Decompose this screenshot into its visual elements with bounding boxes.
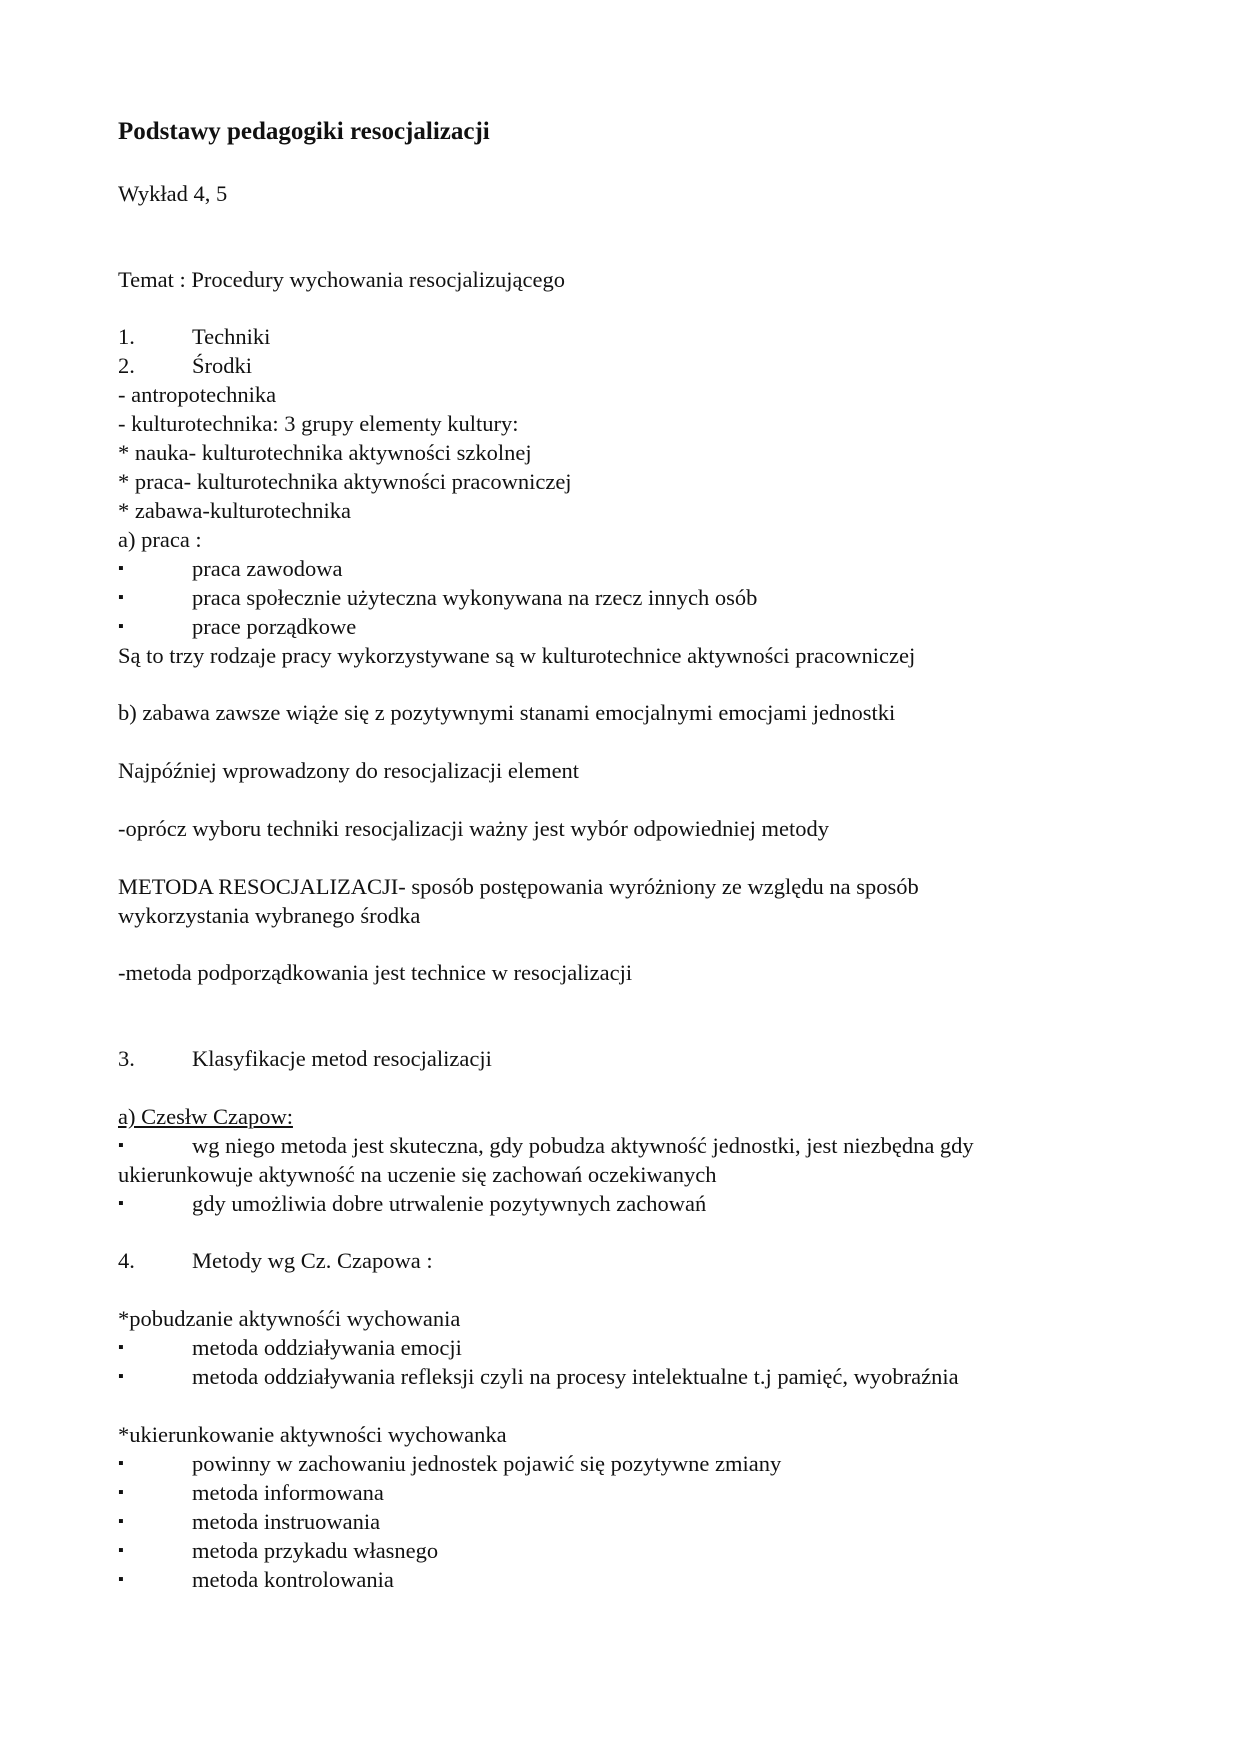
text-line: * praca- kulturotechnika aktywności pracowniczej	[118, 469, 572, 494]
bullet-icon: ▪	[118, 1137, 124, 1154]
document-title: Podstawy pedagogiki resocjalizacji	[118, 118, 490, 145]
text-line: *pobudzanie aktywnośći wychowania	[118, 1306, 461, 1331]
bullet-icon: ▪	[118, 1542, 124, 1559]
bullet-icon: ▪	[118, 589, 124, 606]
bullet-item: metoda oddziaływania refleksji czyli na procesy intelektualne t.j pamięć, wyobraźnia	[192, 1364, 959, 1389]
bullet-item: wg niego metoda jest skuteczna, gdy pobudza aktywność jednostki, jest niezbędna gdy	[192, 1133, 974, 1158]
list-number: 2.	[118, 353, 135, 378]
section-number: 4.	[118, 1248, 135, 1273]
bullet-item: praca zawodowa	[192, 556, 343, 581]
topic-line: Temat : Procedury wychowania resocjalizującego	[118, 267, 565, 292]
bullet-item: powinny w zachowaniu jednostek pojawić się pozytywne zmiany	[192, 1451, 782, 1476]
bullet-item-continuation: ukierunkowuje aktywność na uczenie się zachowań oczekiwanych	[118, 1162, 717, 1187]
bullet-icon: ▪	[118, 1571, 124, 1588]
text-line: * nauka- kulturotechnika aktywności szkolnej	[118, 440, 532, 465]
list-item-srodki: Środki	[192, 353, 253, 378]
section-heading: Klasyfikacje metod resocjalizacji	[192, 1046, 492, 1071]
text-line: *ukierunkowanie aktywności wychowanka	[118, 1422, 507, 1447]
text-line: b) zabawa zawsze wiąże się z pozytywnymi stanami emocjalnymi emocjami jednostki	[118, 700, 896, 725]
bullet-item: metoda przykadu własnego	[192, 1538, 439, 1563]
text-line: -metoda podporządkowania jest technice w resocjalizacji	[118, 960, 633, 985]
bullet-item: metoda kontrolowania	[192, 1567, 394, 1592]
subheading-underlined: a) Czesłw Czapow:	[118, 1104, 293, 1129]
bullet-item: metoda instruowania	[192, 1509, 381, 1534]
bullet-icon: ▪	[118, 1455, 124, 1472]
definition-line: wykorzystania wybranego środka	[118, 903, 421, 928]
text-line: Są to trzy rodzaje pracy wykorzystywane są w kulturotechnice aktywności pracowniczej	[118, 643, 916, 668]
text-line: a) praca :	[118, 527, 202, 552]
section-number: 3.	[118, 1046, 135, 1071]
bullet-item: metoda informowana	[192, 1480, 384, 1505]
section-heading: Metody wg Cz. Czapowa :	[192, 1248, 433, 1273]
bullet-icon: ▪	[118, 1513, 124, 1530]
bullet-item: praca społecznie użyteczna wykonywana na rzecz innych osób	[192, 585, 758, 610]
bullet-icon: ▪	[118, 1484, 124, 1501]
list-number: 1.	[118, 324, 135, 349]
definition-line: METODA RESOCJALIZACJI- sposób postępowania wyróżniony ze względu na sposób	[118, 874, 919, 899]
text-line: - kulturotechnika: 3 grupy elementy kultury:	[118, 411, 519, 436]
bullet-icon: ▪	[118, 618, 124, 635]
bullet-item: metoda oddziaływania emocji	[192, 1335, 462, 1360]
text-line: Najpóźniej wprowadzony do resocjalizacji element	[118, 758, 580, 783]
text-line: - antropotechnika	[118, 382, 277, 407]
text-line: * zabawa-kulturotechnika	[118, 498, 352, 523]
bullet-icon: ▪	[118, 1368, 124, 1385]
bullet-item: gdy umożliwia dobre utrwalenie pozytywnych zachowań	[192, 1191, 707, 1216]
bullet-item: prace porządkowe	[192, 614, 357, 639]
bullet-icon: ▪	[118, 560, 124, 577]
text-line: -oprócz wyboru techniki resocjalizacji ważny jest wybór odpowiedniej metody	[118, 816, 830, 841]
bullet-icon: ▪	[118, 1339, 124, 1356]
lecture-label: Wykład 4, 5	[118, 181, 228, 206]
bullet-icon: ▪	[118, 1195, 124, 1212]
list-item-techniki: Techniki	[192, 324, 271, 349]
